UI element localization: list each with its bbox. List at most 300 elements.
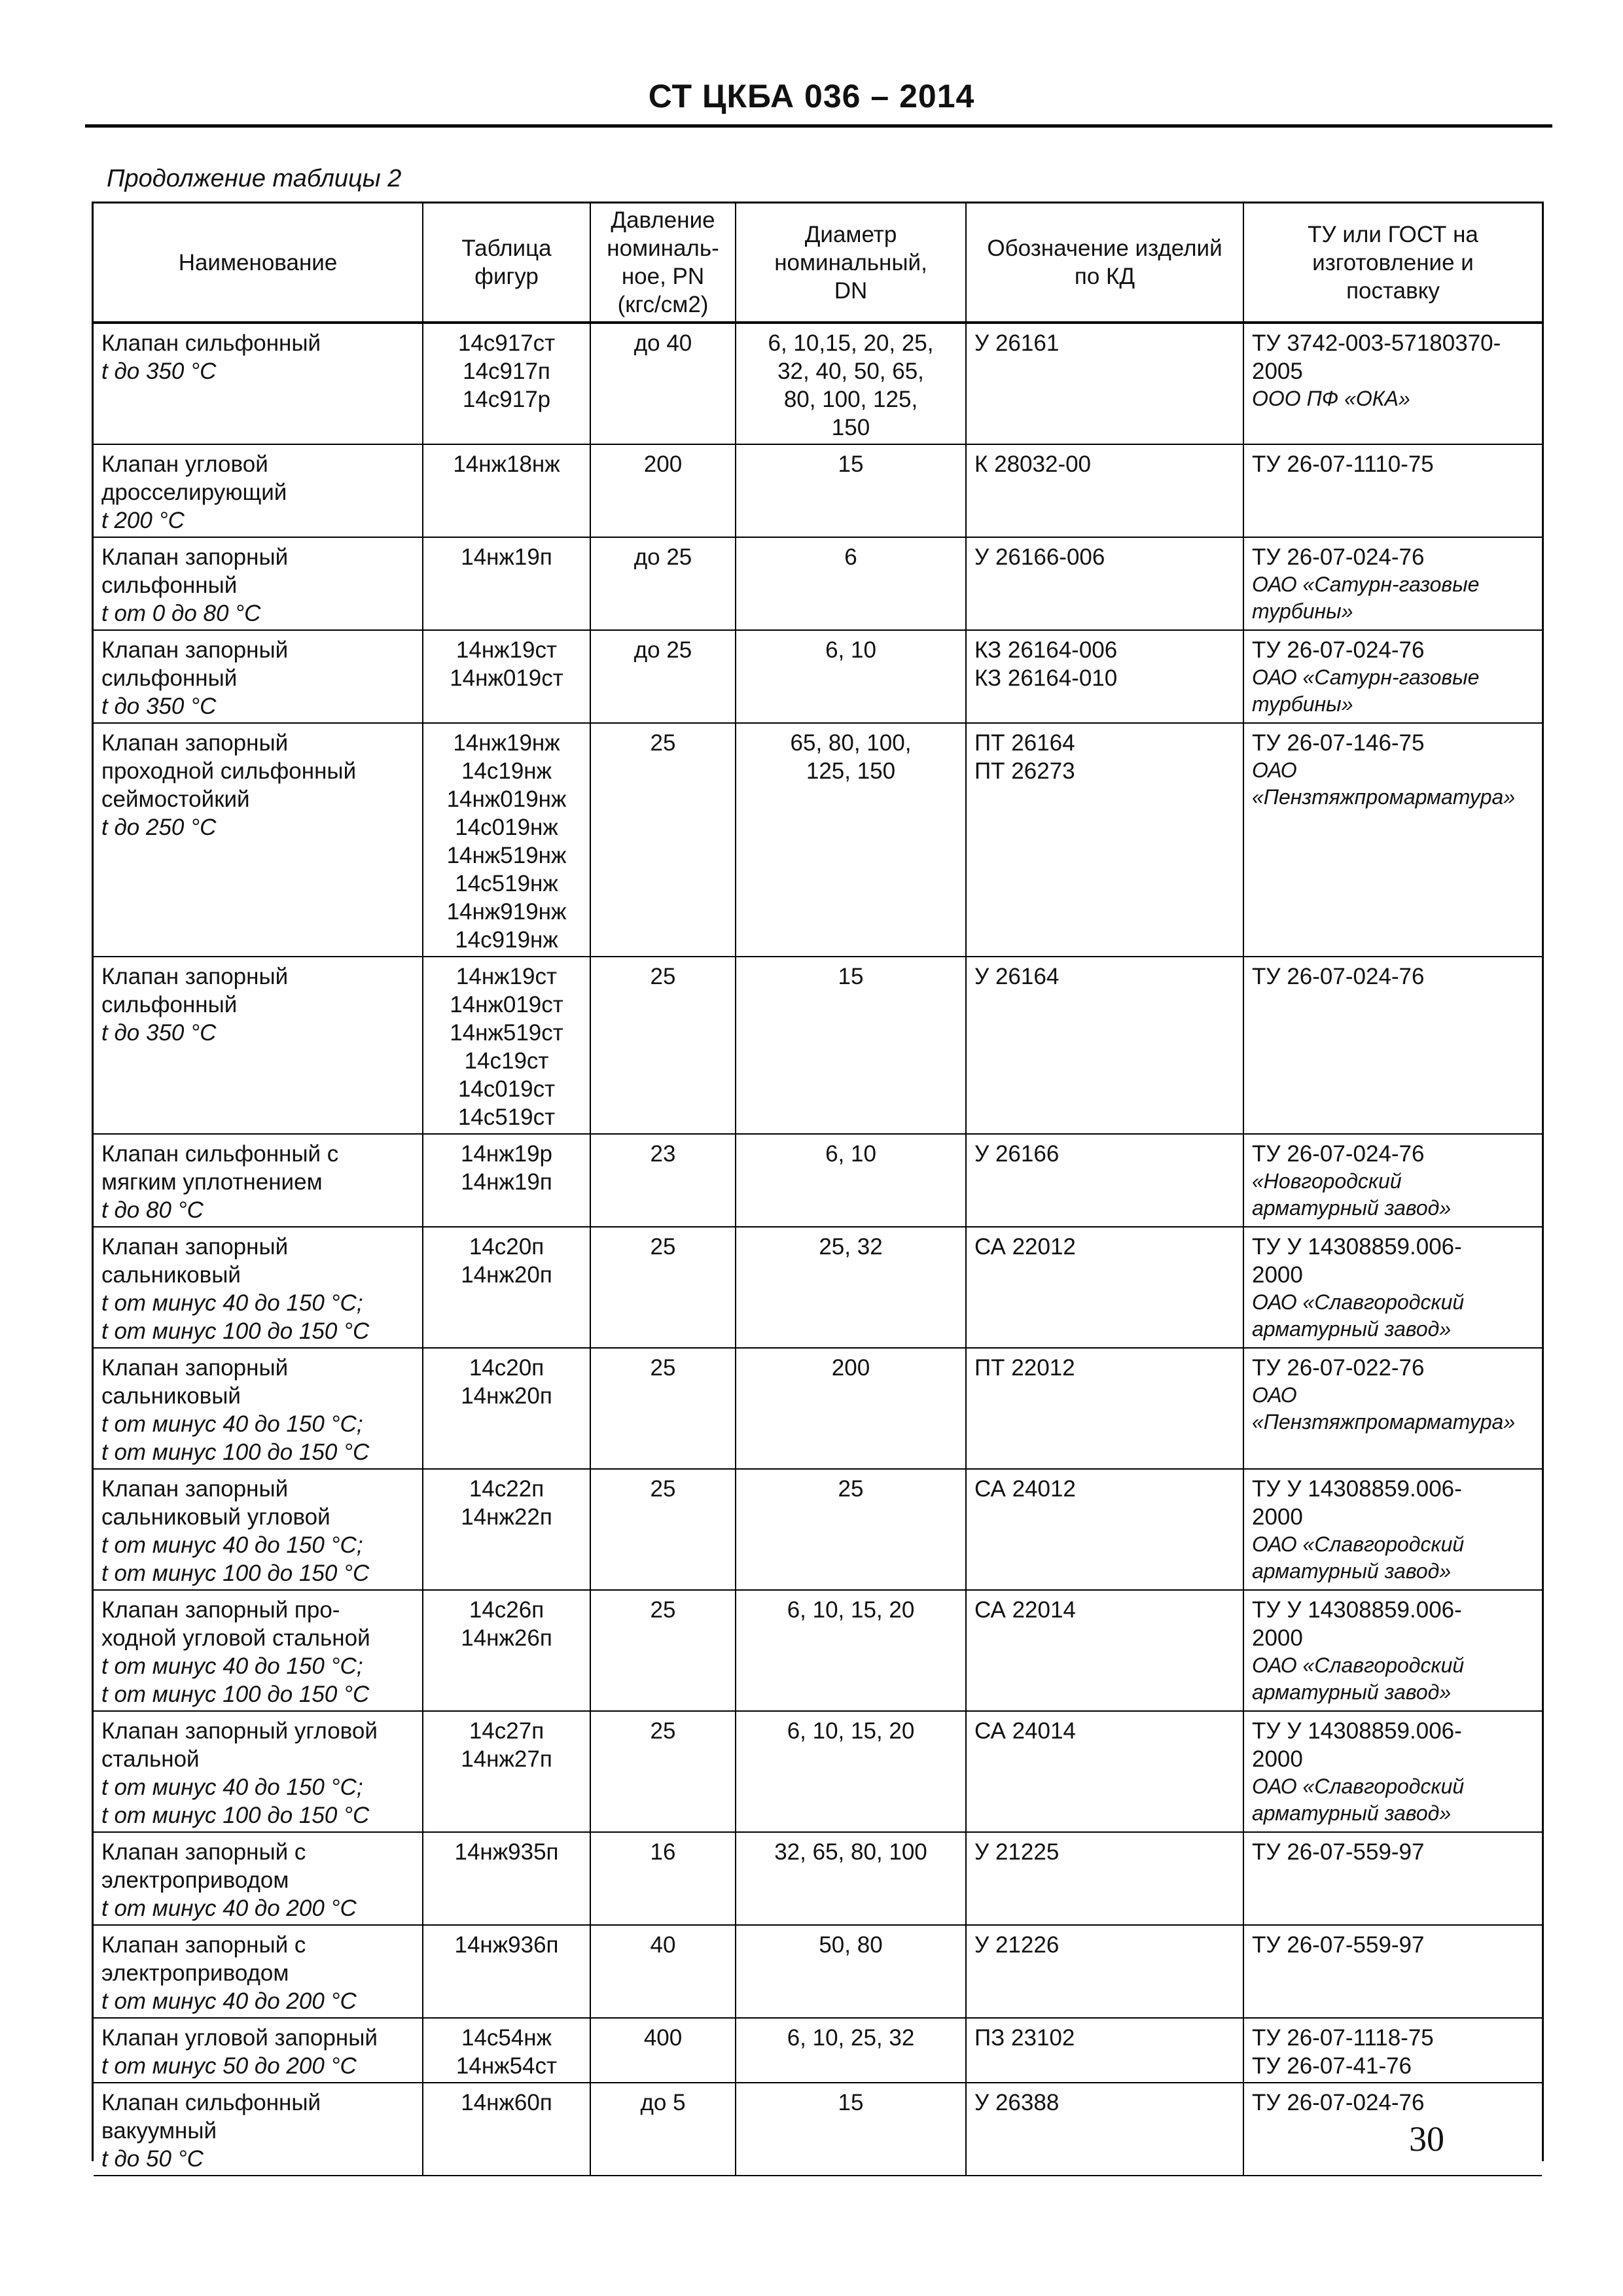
cell-figures bbox=[423, 323, 590, 444]
manufacturer-name: арматурный завод» bbox=[1252, 1317, 1452, 1341]
column-header-line: изготовление и bbox=[1312, 249, 1474, 275]
valve-name-line: Клапан сильфонный bbox=[101, 330, 321, 356]
cell-name bbox=[94, 2018, 423, 2083]
cell-pressure bbox=[590, 1469, 736, 1590]
figure-code: 14нж19нж bbox=[453, 730, 560, 756]
diameter-value: 15 bbox=[838, 451, 864, 477]
pressure-value: 23 bbox=[650, 1141, 676, 1167]
cell-spec bbox=[1243, 630, 1542, 723]
figure-code: 14нж19ст bbox=[455, 964, 558, 989]
diameter-value: 6, 10 bbox=[825, 1141, 876, 1167]
cell-diameter bbox=[736, 2083, 966, 2176]
pressure-value: 25 bbox=[650, 1355, 676, 1381]
cell-name bbox=[94, 1227, 423, 1348]
cell-designation bbox=[966, 1832, 1243, 1925]
spec-code: ТУ 26-07-024-76 bbox=[1252, 544, 1425, 570]
cell-name bbox=[94, 1348, 423, 1469]
cell-figures bbox=[423, 444, 590, 537]
valve-name-line: сильфонный bbox=[101, 573, 238, 598]
table-row bbox=[94, 1227, 1542, 1348]
cell-name bbox=[94, 1711, 423, 1832]
figure-code: 14с22п bbox=[469, 1476, 544, 1502]
manufacturer-name: «Пензтяжпромарматура» bbox=[1252, 785, 1516, 809]
valve-name-line: сальниковый угловой bbox=[101, 1504, 330, 1530]
cell-name bbox=[94, 957, 423, 1134]
spec-code: ТУ 3742-003-57180370- bbox=[1252, 330, 1501, 356]
figure-code: 14нж19ст bbox=[455, 637, 558, 663]
figure-code: 14с19нж bbox=[461, 758, 552, 784]
temperature-range: t от 0 до 80 °С bbox=[101, 601, 261, 626]
cell-figures bbox=[423, 2083, 590, 2176]
column-header-figures bbox=[423, 203, 590, 323]
cell-spec bbox=[1243, 1832, 1542, 1925]
figure-code: 14нж20п bbox=[461, 1262, 552, 1288]
column-header-line: Наименование bbox=[178, 249, 338, 275]
figure-code: 14нж935п bbox=[454, 1839, 559, 1865]
diameter-value: 15 bbox=[838, 964, 864, 989]
document-title: СТ ЦКБА 036 – 2014 bbox=[648, 78, 975, 115]
pressure-value: 25 bbox=[650, 730, 676, 756]
diameter-value: 200 bbox=[831, 1355, 870, 1381]
table-row bbox=[94, 537, 1542, 630]
valve-name-line: мягким уплотнением bbox=[101, 1169, 323, 1195]
cell-name bbox=[94, 444, 423, 537]
pressure-value: 16 bbox=[650, 1839, 676, 1865]
figure-code: 14нж019ст bbox=[450, 665, 563, 691]
cell-name bbox=[94, 1832, 423, 1925]
table-row bbox=[94, 323, 1542, 444]
figure-code: 14с019ст bbox=[457, 1076, 556, 1102]
product-designation: ПТ 26164 bbox=[974, 730, 1075, 756]
cell-name bbox=[94, 723, 423, 957]
manufacturer-name: ОАО «Славгородский bbox=[1252, 1290, 1465, 1314]
cell-name bbox=[94, 1590, 423, 1711]
cell-figures bbox=[423, 630, 590, 723]
cell-figures bbox=[423, 1832, 590, 1925]
figure-code: 14нж19р bbox=[460, 1141, 553, 1167]
valves-table bbox=[92, 202, 1544, 2172]
diameter-value: 80, 100, 125, bbox=[783, 387, 918, 412]
cell-pressure bbox=[590, 1832, 736, 1925]
cell-pressure bbox=[590, 537, 736, 630]
cell-spec bbox=[1243, 444, 1542, 537]
figure-code: 14нж20п bbox=[461, 1383, 552, 1409]
cell-pressure bbox=[590, 723, 736, 957]
spec-code: 2005 bbox=[1252, 359, 1303, 384]
cell-name bbox=[94, 537, 423, 630]
pressure-value: до 5 bbox=[640, 2090, 686, 2115]
cell-designation bbox=[966, 537, 1243, 630]
valve-name-line: Клапан запорный bbox=[101, 730, 289, 756]
column-header-diameter bbox=[736, 203, 966, 323]
cell-pressure bbox=[590, 1925, 736, 2018]
product-designation: У 26166 bbox=[974, 1141, 1060, 1167]
cell-spec bbox=[1243, 1925, 1542, 2018]
valve-name-line: электроприводом bbox=[101, 1960, 289, 1986]
valve-name-line: Клапан запорный про- bbox=[101, 1597, 340, 1623]
cell-designation bbox=[966, 2018, 1243, 2083]
column-header-designation bbox=[966, 203, 1243, 323]
cell-pressure bbox=[590, 957, 736, 1134]
cell-designation bbox=[966, 1348, 1243, 1469]
cell-figures bbox=[423, 1590, 590, 1711]
column-header-pressure bbox=[590, 203, 736, 323]
figure-code: 14нж519ст bbox=[450, 1020, 563, 1046]
valve-name-line: сальниковый bbox=[101, 1383, 241, 1409]
cell-designation bbox=[966, 723, 1243, 957]
cell-spec bbox=[1243, 1590, 1542, 1711]
product-designation: КЗ 26164-010 bbox=[974, 665, 1118, 691]
column-header-name bbox=[94, 203, 423, 323]
temperature-range: t до 250 °С bbox=[101, 815, 217, 840]
spec-code: ТУ У 14308859.006- bbox=[1252, 1476, 1462, 1502]
temperature-range: t от минус 100 до 150 °С bbox=[101, 1682, 370, 1707]
table-row bbox=[94, 957, 1542, 1134]
table-row bbox=[94, 1711, 1542, 1832]
cell-pressure bbox=[590, 2018, 736, 2083]
product-designation: У 26166-006 bbox=[974, 544, 1105, 570]
cell-diameter bbox=[736, 1925, 966, 2018]
table-row bbox=[94, 2018, 1542, 2083]
product-designation: СА 22012 bbox=[974, 1234, 1076, 1260]
cell-diameter bbox=[736, 444, 966, 537]
manufacturer-name: турбины» bbox=[1252, 692, 1353, 716]
spec-code: ТУ 26-07-1110-75 bbox=[1252, 451, 1434, 477]
cell-diameter bbox=[736, 630, 966, 723]
temperature-range: t от минус 100 до 150 °С bbox=[101, 1318, 370, 1344]
diameter-value: 25 bbox=[838, 1476, 864, 1502]
cell-name bbox=[94, 323, 423, 444]
column-header-line: Таблица bbox=[461, 236, 552, 261]
diameter-value: 150 bbox=[831, 415, 870, 440]
cell-diameter bbox=[736, 957, 966, 1134]
spec-code: ТУ 26-07-024-76 bbox=[1252, 637, 1425, 663]
temperature-range: t от минус 40 до 150 °С; bbox=[101, 1653, 363, 1679]
cell-spec bbox=[1243, 1348, 1542, 1469]
pressure-value: 25 bbox=[650, 1234, 676, 1260]
table-row bbox=[94, 1134, 1542, 1227]
cell-figures bbox=[423, 1925, 590, 2018]
valve-name-line: сильфонный bbox=[101, 665, 238, 691]
cell-pressure bbox=[590, 1134, 736, 1227]
figure-code: 14нж936п bbox=[454, 1932, 559, 1958]
temperature-range: t до 350 °С bbox=[101, 1020, 217, 1046]
column-header-line: поставку bbox=[1346, 277, 1440, 304]
cell-figures bbox=[423, 957, 590, 1134]
pressure-value: до 40 bbox=[633, 330, 692, 356]
manufacturer-name: ОАО «Славгородский bbox=[1252, 1775, 1465, 1798]
figure-code: 14нж19п bbox=[461, 1169, 552, 1195]
cell-pressure bbox=[590, 323, 736, 444]
temperature-range: t от минус 40 до 200 °С bbox=[101, 1896, 357, 1921]
cell-designation bbox=[966, 1134, 1243, 1227]
spec-code: 2000 bbox=[1252, 1746, 1303, 1772]
spec-code: ТУ 26-07-024-76 bbox=[1252, 2090, 1425, 2115]
product-designation: СА 24012 bbox=[974, 1476, 1076, 1502]
manufacturer-name: «Пензтяжпромарматура» bbox=[1252, 1410, 1516, 1434]
table-row bbox=[94, 2083, 1542, 2176]
valve-name-line: Клапан запорный угловой bbox=[101, 1718, 378, 1744]
cell-diameter bbox=[736, 1832, 966, 1925]
cell-figures bbox=[423, 1348, 590, 1469]
column-header-line: фигур bbox=[474, 264, 539, 289]
figure-code: 14с20п bbox=[469, 1355, 544, 1381]
spec-code: ТУ У 14308859.006- bbox=[1252, 1597, 1462, 1623]
figure-code: 14нж27п bbox=[461, 1746, 552, 1772]
cell-diameter bbox=[736, 1590, 966, 1711]
cell-diameter bbox=[736, 323, 966, 444]
temperature-range: t от минус 50 до 200 °С bbox=[101, 2053, 357, 2079]
valve-name-line: Клапан сильфонный bbox=[101, 2090, 321, 2115]
product-designation: У 26388 bbox=[974, 2090, 1060, 2115]
figure-code: 14с19ст bbox=[464, 1048, 549, 1074]
product-designation: ПЗ 23102 bbox=[974, 2025, 1075, 2051]
table-row bbox=[94, 1469, 1542, 1590]
manufacturer-name: ОАО «Славгородский bbox=[1252, 1532, 1465, 1556]
table-row bbox=[94, 1348, 1542, 1469]
figure-code: 14с26п bbox=[469, 1597, 544, 1623]
valve-name-line: сальниковый bbox=[101, 1262, 241, 1288]
figure-code: 14нж019ст bbox=[450, 992, 563, 1017]
cell-designation bbox=[966, 957, 1243, 1134]
cell-pressure bbox=[590, 1590, 736, 1711]
temperature-range: t от минус 100 до 150 °С bbox=[101, 1803, 370, 1828]
valve-name-line: Клапан запорный с bbox=[101, 1839, 306, 1865]
valve-name-line: дросселирующий bbox=[101, 480, 287, 505]
pressure-value: 200 bbox=[643, 451, 683, 477]
table-row bbox=[94, 1590, 1542, 1711]
figure-code: 14нж019нж bbox=[446, 786, 567, 812]
cell-pressure bbox=[590, 1711, 736, 1832]
figure-code: 14с519ст bbox=[457, 1104, 556, 1130]
spec-code: ТУ 26-07-41-76 bbox=[1252, 2053, 1412, 2079]
product-designation: СА 22014 bbox=[974, 1597, 1076, 1623]
spec-code: 2000 bbox=[1252, 1504, 1303, 1530]
manufacturer-name: ОАО bbox=[1252, 758, 1297, 782]
manufacturer-name: ОАО «Сатурн-газовые bbox=[1252, 665, 1480, 689]
cell-name bbox=[94, 630, 423, 723]
spec-code: ТУ 26-07-1118-75 bbox=[1252, 2025, 1434, 2051]
diameter-value: 32, 40, 50, 65, bbox=[777, 359, 924, 384]
diameter-value: 6, 10, 25, 32 bbox=[787, 2025, 915, 2051]
column-header-spec bbox=[1243, 203, 1542, 323]
column-header-line: Обозначение изделий bbox=[987, 236, 1222, 261]
column-header-line: номинальный, bbox=[774, 249, 927, 275]
diameter-value: 25, 32 bbox=[819, 1234, 883, 1260]
figure-code: 14нж26п bbox=[461, 1625, 552, 1651]
cell-spec bbox=[1243, 723, 1542, 957]
temperature-range: t от минус 100 до 150 °С bbox=[101, 1561, 370, 1586]
diameter-value: 6, 10 bbox=[825, 637, 876, 663]
table-body bbox=[94, 323, 1542, 2176]
valve-name-line: ходной угловой стальной bbox=[101, 1625, 370, 1651]
cell-spec bbox=[1243, 537, 1542, 630]
spec-code: ТУ 26-07-559-97 bbox=[1252, 1839, 1425, 1865]
spec-code: ТУ У 14308859.006- bbox=[1252, 1234, 1462, 1260]
pressure-value: до 25 bbox=[633, 544, 692, 570]
page-number: 30 bbox=[1409, 2119, 1444, 2159]
pressure-value: 400 bbox=[643, 2025, 683, 2051]
figure-code: 14с20п bbox=[469, 1234, 544, 1260]
valve-name-line: Клапан сильфонный с bbox=[101, 1141, 339, 1167]
title-underline bbox=[85, 124, 1552, 128]
diameter-value: 6 bbox=[844, 544, 857, 570]
manufacturer-name: турбины» bbox=[1252, 599, 1353, 623]
valve-name-line: сильфонный bbox=[101, 992, 238, 1017]
manufacturer-name: «Новгородский bbox=[1252, 1169, 1402, 1193]
cell-spec bbox=[1243, 957, 1542, 1134]
cell-designation bbox=[966, 630, 1243, 723]
diameter-value: 125, 150 bbox=[806, 758, 896, 784]
manufacturer-name: ОАО «Славгородский bbox=[1252, 1653, 1465, 1677]
figure-code: 14нж919нж bbox=[446, 899, 567, 925]
pressure-value: 25 bbox=[650, 1718, 676, 1744]
table-continuation-caption: Продолжение таблицы 2 bbox=[107, 165, 402, 192]
cell-name bbox=[94, 2083, 423, 2176]
pressure-value: 40 bbox=[650, 1932, 676, 1958]
product-designation: К 28032-00 bbox=[974, 451, 1092, 477]
column-header-line: Давление bbox=[611, 207, 715, 233]
cell-diameter bbox=[736, 2018, 966, 2083]
cell-designation bbox=[966, 1925, 1243, 2018]
cell-designation bbox=[966, 2083, 1243, 2176]
manufacturer-name: арматурный завод» bbox=[1252, 1801, 1452, 1825]
cell-pressure bbox=[590, 1348, 736, 1469]
pressure-value: 25 bbox=[650, 1597, 676, 1623]
figure-code: 14с919нж bbox=[455, 927, 558, 953]
valve-name-line: сеймостойкий bbox=[101, 786, 250, 812]
temperature-range: t 200 °С bbox=[101, 508, 185, 533]
figure-code: 14нж54ст bbox=[455, 2053, 558, 2079]
cell-diameter bbox=[736, 537, 966, 630]
pressure-value: до 25 bbox=[633, 637, 692, 663]
cell-figures bbox=[423, 2018, 590, 2083]
valve-name-line: Клапан запорный bbox=[101, 1355, 289, 1381]
cell-diameter bbox=[736, 723, 966, 957]
figure-code: 14с27п bbox=[469, 1718, 544, 1744]
valve-name-line: стальной bbox=[101, 1746, 200, 1772]
spec-code: ТУ У 14308859.006- bbox=[1252, 1718, 1462, 1744]
temperature-range: t до 350 °С bbox=[101, 694, 217, 719]
column-header-line: (кгс/см2) bbox=[617, 292, 709, 317]
valve-name-line: Клапан угловой запорный bbox=[101, 2025, 378, 2051]
cell-spec bbox=[1243, 1711, 1542, 1832]
product-designation: ПТ 26273 bbox=[974, 758, 1075, 784]
cell-figures bbox=[423, 1469, 590, 1590]
manufacturer-name: ОАО bbox=[1252, 1383, 1297, 1407]
figure-code: 14нж19п bbox=[461, 544, 552, 570]
manufacturer-name: арматурный завод» bbox=[1252, 1680, 1452, 1704]
temperature-range: t от минус 40 до 150 °С; bbox=[101, 1532, 363, 1558]
cell-spec bbox=[1243, 2018, 1542, 2083]
figure-code: 14нж60п bbox=[461, 2090, 552, 2115]
spec-code: 2000 bbox=[1252, 1262, 1303, 1288]
figure-code: 14с019нж bbox=[455, 815, 558, 840]
temperature-range: t от минус 40 до 150 °С; bbox=[101, 1411, 363, 1437]
diameter-value: 6, 10, 15, 20 bbox=[787, 1597, 915, 1623]
cell-pressure bbox=[590, 1227, 736, 1348]
cell-spec bbox=[1243, 323, 1542, 444]
valve-name-line: электроприводом bbox=[101, 1867, 289, 1893]
spec-code: ТУ 26-07-559-97 bbox=[1252, 1932, 1425, 1958]
diameter-value: 50, 80 bbox=[819, 1932, 883, 1958]
cell-figures bbox=[423, 1134, 590, 1227]
figure-code: 14нж519нж bbox=[446, 843, 567, 868]
column-header-line: Диаметр bbox=[804, 221, 897, 247]
manufacturer-name: ООО ПФ «ОКА» bbox=[1252, 387, 1410, 410]
cell-spec bbox=[1243, 1227, 1542, 1348]
temperature-range: t до 350 °С bbox=[101, 359, 217, 384]
manufacturer-name: ОАО «Сатурн-газовые bbox=[1252, 573, 1480, 596]
diameter-value: 6, 10, 15, 20 bbox=[787, 1718, 915, 1744]
temperature-range: t до 50 °С bbox=[101, 2146, 204, 2172]
table-row bbox=[94, 723, 1542, 957]
valve-name-line: Клапан запорный bbox=[101, 1476, 289, 1502]
cell-figures bbox=[423, 1711, 590, 1832]
temperature-range: t от минус 40 до 150 °С; bbox=[101, 1290, 363, 1316]
diameter-value: 6, 10,15, 20, 25, bbox=[768, 330, 934, 356]
product-designation: У 26164 bbox=[974, 964, 1060, 989]
cell-diameter bbox=[736, 1134, 966, 1227]
product-designation: ПТ 22012 bbox=[974, 1355, 1075, 1381]
column-header-line: ТУ или ГОСТ на bbox=[1308, 221, 1478, 247]
product-designation: У 21225 bbox=[974, 1839, 1060, 1865]
cell-name bbox=[94, 1469, 423, 1590]
cell-diameter bbox=[736, 1348, 966, 1469]
cell-figures bbox=[423, 723, 590, 957]
figure-code: 14с917п bbox=[463, 359, 550, 384]
cell-name bbox=[94, 1134, 423, 1227]
valve-name-line: проходной сильфонный bbox=[101, 758, 357, 784]
figure-code: 14с917ст bbox=[457, 330, 556, 356]
column-header-line: ное, PN bbox=[621, 264, 705, 289]
product-designation: СА 24014 bbox=[974, 1718, 1076, 1744]
figure-code: 14нж18нж bbox=[453, 451, 560, 477]
product-designation: У 21226 bbox=[974, 1932, 1060, 1958]
figure-code: 14с917р bbox=[462, 387, 551, 412]
valve-name-line: Клапан запорный bbox=[101, 1234, 289, 1260]
valve-name-line: Клапан угловой bbox=[101, 451, 268, 477]
cell-spec bbox=[1243, 1469, 1542, 1590]
temperature-range: t от минус 100 до 150 °С bbox=[101, 1439, 370, 1465]
cell-designation bbox=[966, 444, 1243, 537]
cell-designation bbox=[966, 1227, 1243, 1348]
cell-diameter bbox=[736, 1227, 966, 1348]
diameter-value: 32, 65, 80, 100 bbox=[774, 1839, 927, 1865]
manufacturer-name: арматурный завод» bbox=[1252, 1559, 1452, 1583]
column-header-line: по КД bbox=[1074, 264, 1135, 289]
valve-name-line: вакуумный bbox=[101, 2118, 217, 2144]
spec-code: 2000 bbox=[1252, 1625, 1303, 1651]
table-row bbox=[94, 1832, 1542, 1925]
cell-designation bbox=[966, 1711, 1243, 1832]
cell-pressure bbox=[590, 630, 736, 723]
cell-figures bbox=[423, 1227, 590, 1348]
product-designation: У 26161 bbox=[974, 330, 1060, 356]
pressure-value: 25 bbox=[650, 1476, 676, 1502]
temperature-range: t от минус 40 до 150 °С; bbox=[101, 1775, 363, 1800]
valve-name-line: Клапан запорный с bbox=[101, 1932, 306, 1958]
cell-name bbox=[94, 1925, 423, 2018]
cell-designation bbox=[966, 1590, 1243, 1711]
diameter-value: 15 bbox=[838, 2090, 864, 2115]
table-header-row bbox=[94, 203, 1542, 323]
temperature-range: t до 80 °С bbox=[101, 1197, 204, 1223]
valve-name-line: Клапан запорный bbox=[101, 544, 289, 570]
diameter-value: 65, 80, 100, bbox=[790, 730, 912, 756]
pressure-value: 25 bbox=[650, 964, 676, 989]
spec-code: ТУ 26-07-146-75 bbox=[1252, 730, 1425, 756]
